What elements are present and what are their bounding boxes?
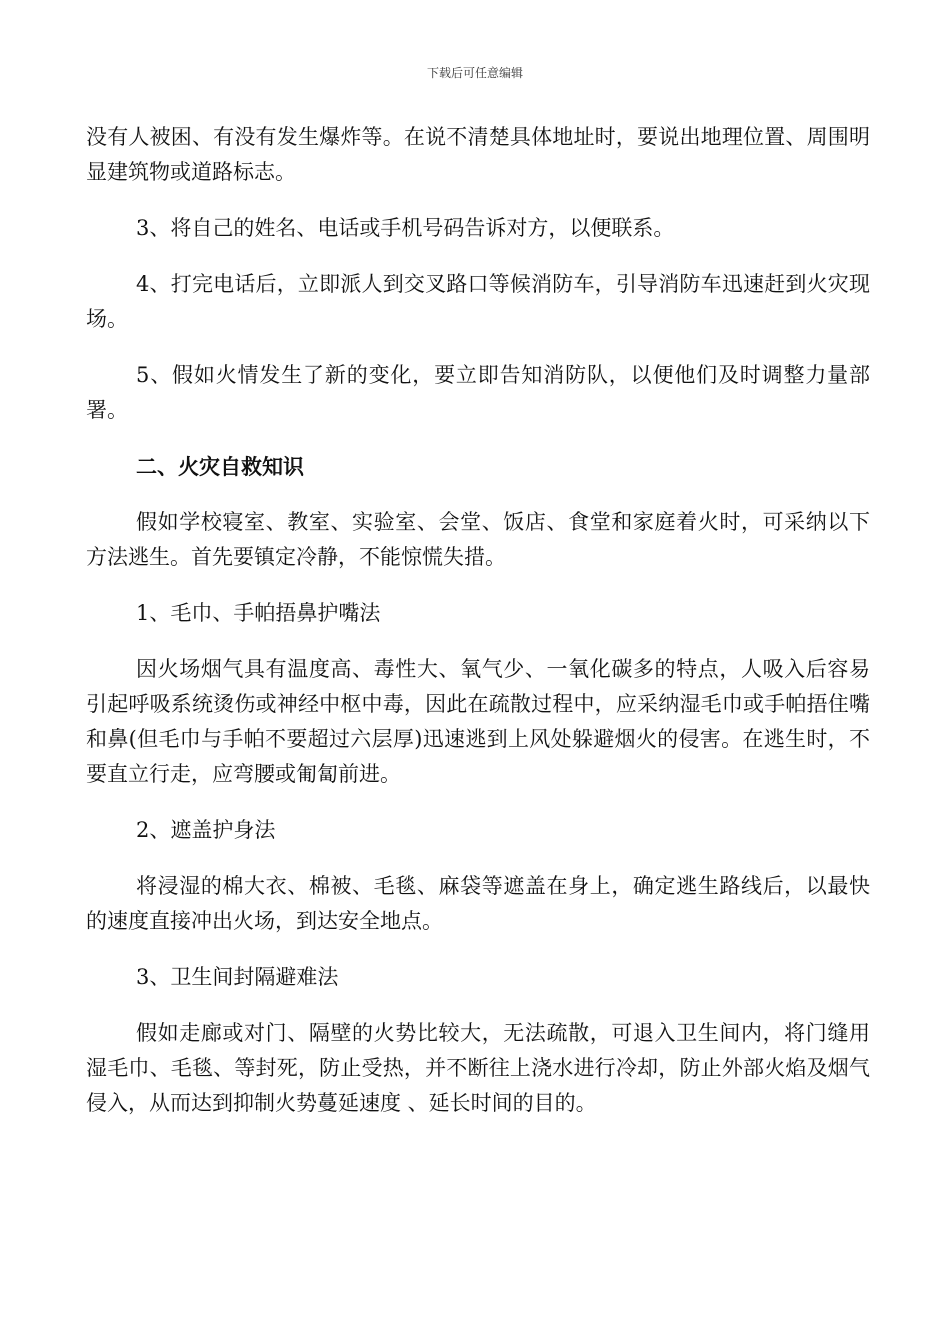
section-heading: 二、火灾自救知识 (136, 454, 304, 479)
method-3-body: 假如走廊或对门、隔壁的火势比较大，无法疏散，可退入卫生间内，将门缝用湿毛巾、毛毯、等封死，防止受热，并不断往上浇水进行冷却，防止外部火焰及烟气侵入，从而达到抑制火势蔓延速度 、延长时间的目的。 (86, 1021, 870, 1115)
method-2-title: 2、遮盖护身法 (136, 818, 276, 842)
paragraph-item-4: 4、打完电话后，立即派人到交叉路口等候消防车，引导消防车迅速赶到火灾现场。 (86, 272, 870, 331)
paragraph-continuation: 没有人被困、有没有发生爆炸等。在说不清楚具体地址时，要说出地理位置、周围明显建筑物或道路标志。 (86, 125, 870, 184)
page-header: 下载后可任意编辑 (426, 66, 523, 80)
document-body (86, 120, 870, 1142)
method-3-title: 3、卫生间封隔避难法 (136, 965, 339, 989)
method-2-body: 将浸湿的棉大衣、棉被、毛毯、麻袋等遮盖在身上，确定逃生路线后，以最快的速度直接冲出火场，到达安全地点。 (86, 874, 870, 933)
method-1-title: 1、毛巾、手帕捂鼻护嘴法 (136, 601, 381, 625)
method-1-body: 因火场烟气具有温度高、毒性大、氧气少、一氧化碳多的特点，人吸入后容易引起呼吸系统烫伤或神经中枢中毒，因此在疏散过程中，应采纳湿毛巾或手帕捂住嘴和鼻(但毛巾与手帕不要超过六层厚)迅速逃到上风处躲避烟火的侵害。在逃生时，不要直立行走，应弯腰或匍匐前进。 (86, 657, 870, 786)
paragraph-intro: 假如学校寝室、教室、实验室、会堂、饭店、食堂和家庭着火时，可采纳以下方法逃生。首先要镇定冷静，不能惊慌失措。 (86, 510, 870, 569)
paragraph-item-5: 5、假如火情发生了新的变化，要立即告知消防队，以便他们及时调整力量部署。 (86, 363, 870, 422)
paragraph-item-3: 3、将自己的姓名、电话或手机号码告诉对方，以便联系。 (136, 216, 675, 240)
